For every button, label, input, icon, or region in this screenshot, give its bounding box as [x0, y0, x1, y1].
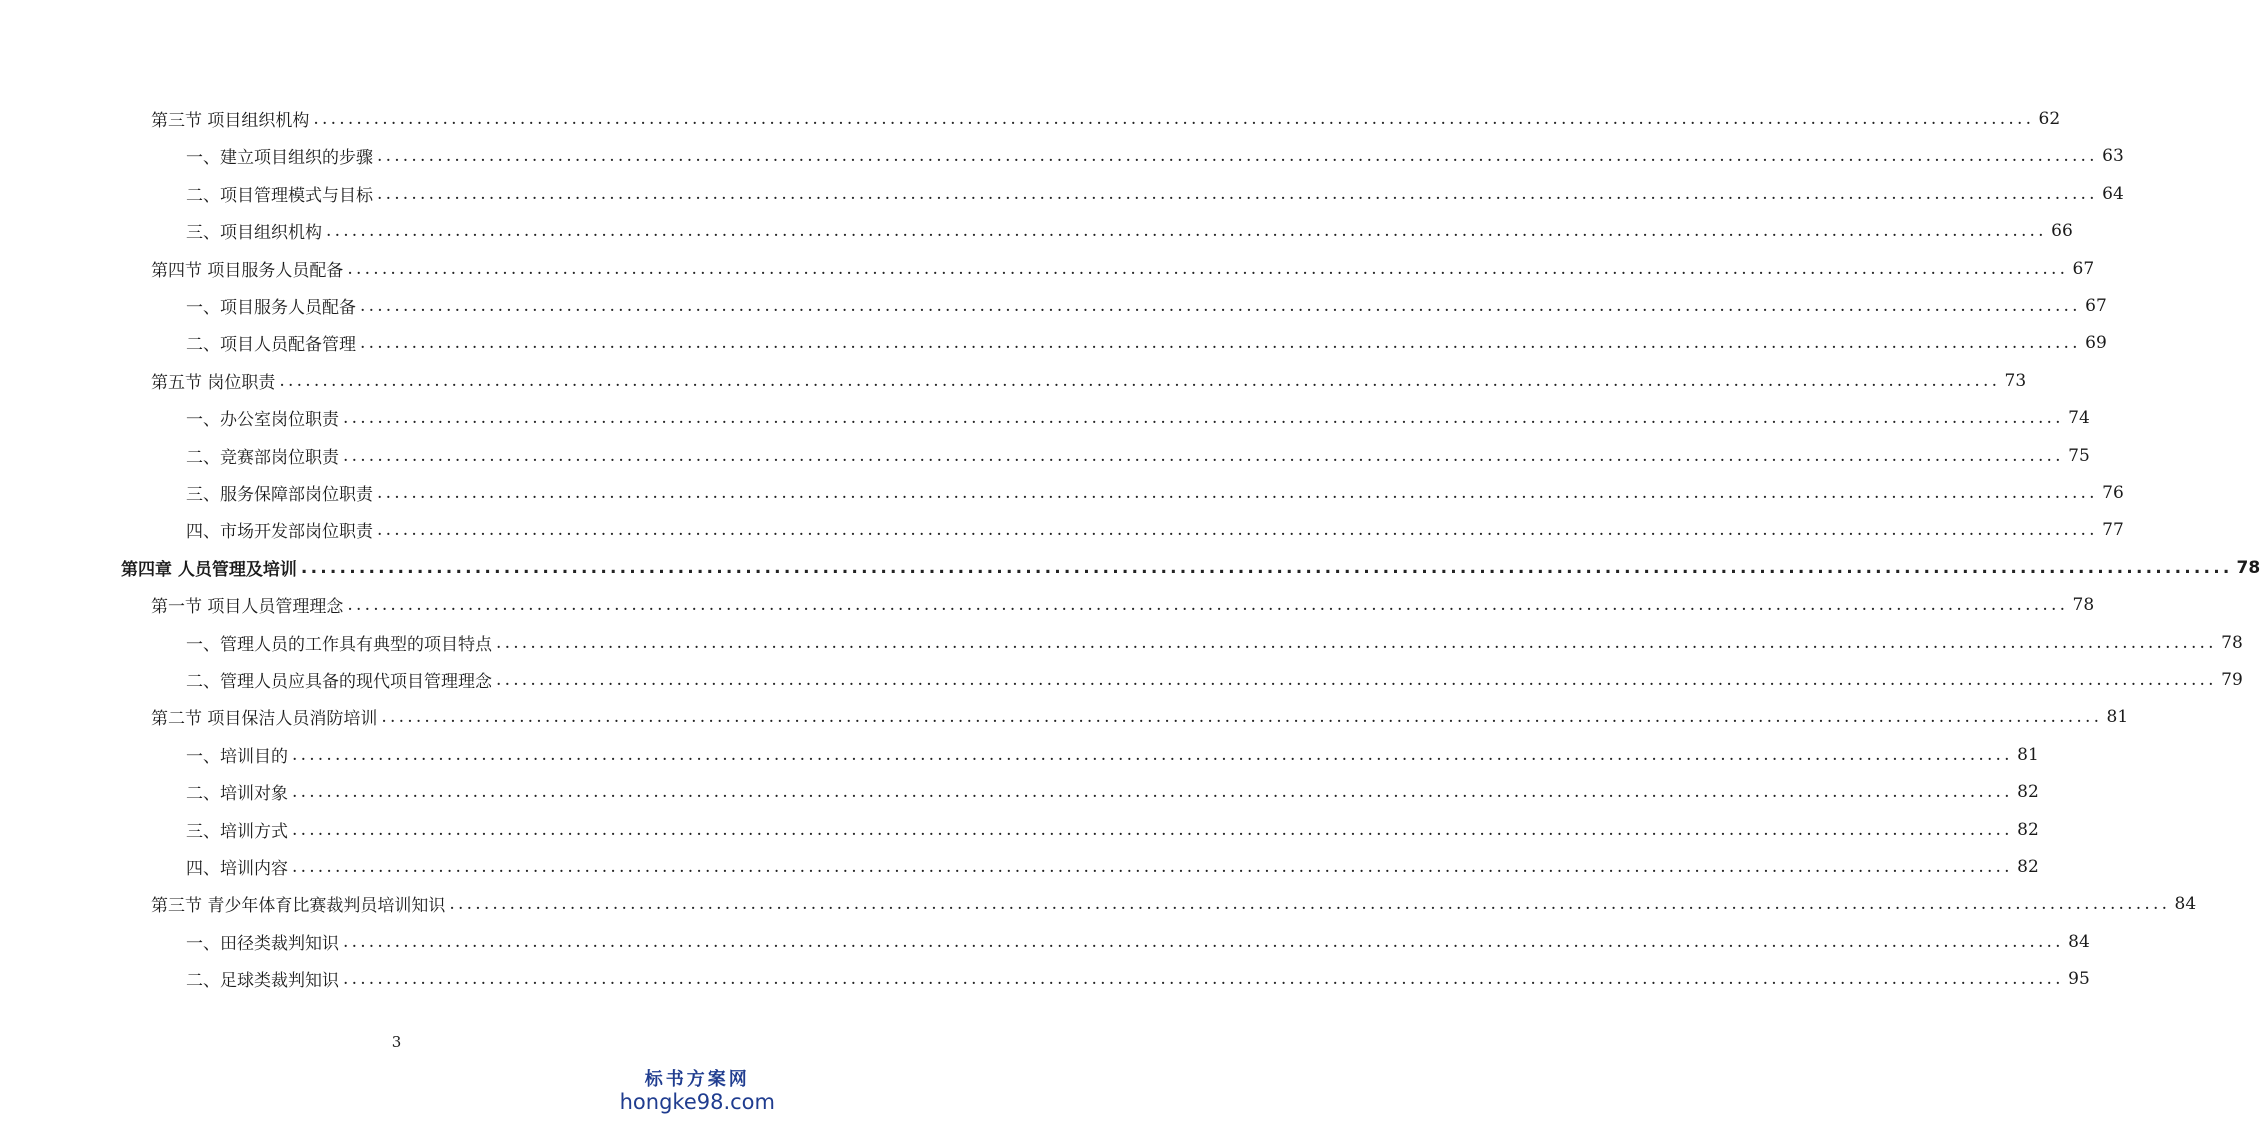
toc-dot-leader: ........................................................................................................................................................................................................ [377, 519, 2098, 540]
toc-dot-leader: ........................................................................................................................................................................................................ [496, 669, 2217, 690]
toc-entry-title: 第三节 项目组织机构 [151, 111, 310, 131]
toc-entry-title: 三、服务保障部岗位职责 [186, 485, 373, 505]
toc-entry[interactable] [186, 773, 2039, 810]
toc-entry-title: 二、竞赛部岗位职责 [186, 448, 339, 468]
toc-entry[interactable] [186, 437, 2090, 474]
toc-entry-title: 四、培训内容 [186, 859, 288, 879]
toc-entry-title: 三、项目组织机构 [186, 223, 322, 243]
toc-entry-title: 二、项目人员配备管理 [186, 335, 356, 355]
toc-entry[interactable] [186, 511, 2124, 548]
toc-entry-page: 78 [2072, 594, 2095, 615]
toc-entry-title: 第四章 人员管理及培训 [121, 560, 297, 580]
toc-entry-title: 一、建立项目组织的步骤 [186, 148, 373, 168]
toc-entry-page: 69 [2085, 332, 2107, 353]
toc-entry-title: 一、田径类裁判知识 [186, 934, 339, 954]
toc-dot-leader: ........................................................................................................................................................................................................ [343, 445, 2064, 466]
toc-entry-page: 81 [2106, 706, 2129, 727]
toc-entry-title: 二、培训对象 [186, 784, 288, 804]
toc-entry-page: 64 [2102, 183, 2124, 204]
toc-entry[interactable] [186, 848, 2039, 885]
toc-entry-page: 82 [2017, 856, 2039, 877]
toc-entry-title: 四、市场开发部岗位职责 [186, 522, 373, 542]
toc-entry-page: 81 [2017, 744, 2039, 765]
toc-entry-title: 二、项目管理模式与目标 [186, 186, 373, 206]
toc-dot-leader: ........................................................................................................................................................................................................ [377, 482, 2098, 503]
toc-dot-leader: ........................................................................................................................................................................................................ [347, 258, 2069, 279]
toc-entry[interactable] [186, 474, 2124, 511]
toc-entry-title: 第一节 项目人员管理理念 [151, 597, 344, 617]
toc-entry-page: 78 [2236, 557, 2260, 578]
toc-entry[interactable] [186, 624, 2243, 661]
toc-entry[interactable] [186, 811, 2039, 848]
toc-dot-leader: ........................................................................................................................................................................................................ [292, 744, 2013, 765]
watermark-url: hongke98.com [619, 1089, 775, 1114]
toc-entry[interactable] [151, 250, 2095, 287]
toc-entry[interactable] [186, 960, 2090, 997]
toc-entry-page: 76 [2102, 482, 2124, 503]
toc-entry[interactable] [186, 661, 2243, 698]
toc-entry-page: 74 [2068, 407, 2090, 428]
page-number: 3 [391, 1033, 402, 1051]
toc-entry[interactable] [151, 586, 2095, 623]
toc-entry-page: 67 [2072, 258, 2095, 279]
toc-dot-leader: ........................................................................................................................................................................................................ [292, 781, 2013, 802]
toc-dot-leader: ........................................................................................................................................................................................................ [360, 332, 2081, 353]
toc-entry-page: 75 [2068, 445, 2090, 466]
toc-dot-leader: ........................................................................................................................................................................................................ [292, 856, 2013, 877]
toc-entry-title: 二、管理人员应具备的现代项目管理理念 [186, 672, 492, 692]
toc-entry-title: 一、办公室岗位职责 [186, 410, 339, 430]
toc-entry[interactable] [186, 324, 2107, 361]
toc-dot-leader: ........................................................................................................................................................................................................ [377, 145, 2098, 166]
watermark [620, 1065, 775, 1114]
toc-entry-title: 第五节 岗位职责 [151, 373, 276, 393]
toc-dot-leader: ........................................................................................................................................................................................................ [381, 706, 2103, 727]
toc-dot-leader: ........................................................................................................................................................................................................ [449, 893, 2171, 914]
toc-entry[interactable] [186, 212, 2073, 249]
toc-entry-page: 95 [2068, 968, 2090, 989]
toc-dot-leader: ........................................................................................................................................................................................................ [279, 370, 2001, 391]
toc-entry-page: 62 [2038, 108, 2061, 129]
toc-entry[interactable] [186, 923, 2090, 960]
toc-entry-page: 67 [2085, 295, 2107, 316]
toc-dot-leader: ........................................................................................................................................................................................................ [377, 183, 2098, 204]
toc-entry-title: 三、培训方式 [186, 822, 288, 842]
toc-dot-leader: ........................................................................................................................................................................................................ [343, 931, 2064, 952]
toc-entry-page: 63 [2102, 145, 2124, 166]
toc-dot-leader: ........................................................................................................................................................................................................ [343, 407, 2064, 428]
toc-entry-title: 一、培训目的 [186, 747, 288, 767]
toc-entry-title: 一、项目服务人员配备 [186, 298, 356, 318]
toc-entry[interactable] [151, 362, 2027, 399]
toc-entry-page: 77 [2102, 519, 2124, 540]
toc-entry-page: 73 [2004, 370, 2027, 391]
toc-dot-leader: ........................................................................................................................................................................................................ [300, 557, 2233, 578]
toc-entry-title: 第三节 青少年体育比赛裁判员培训知识 [151, 896, 446, 916]
toc-entry[interactable] [186, 736, 2039, 773]
toc-entry-page: 79 [2221, 669, 2243, 690]
toc-entry[interactable] [186, 399, 2090, 436]
toc-entry-page: 84 [2174, 893, 2197, 914]
toc-entry-title: 第四节 项目服务人员配备 [151, 261, 344, 281]
toc-entry-title: 一、管理人员的工作具有典型的项目特点 [186, 635, 492, 655]
toc-dot-leader: ........................................................................................................................................................................................................ [313, 108, 2035, 129]
toc-entry[interactable] [186, 175, 2124, 212]
toc-entry[interactable] [151, 885, 2197, 922]
toc-dot-leader: ........................................................................................................................................................................................................ [347, 594, 2069, 615]
toc-entry-page: 78 [2221, 632, 2243, 653]
toc-dot-leader: ........................................................................................................................................................................................................ [292, 819, 2013, 840]
toc-entry-page: 66 [2051, 220, 2073, 241]
watermark-name: 标书方案网 [644, 1068, 750, 1090]
toc-entry-title: 二、足球类裁判知识 [186, 971, 339, 991]
toc-dot-leader: ........................................................................................................................................................................................................ [496, 632, 2217, 653]
toc-entry-page: 84 [2068, 931, 2090, 952]
toc-entry[interactable] [186, 287, 2107, 324]
toc-entry[interactable] [186, 137, 2124, 174]
toc-dot-leader: ........................................................................................................................................................................................................ [326, 220, 2047, 241]
toc-entry[interactable] [151, 698, 2129, 735]
toc-entry[interactable] [121, 549, 2260, 586]
toc-entry-page: 82 [2017, 781, 2039, 802]
toc-entry-page: 82 [2017, 819, 2039, 840]
toc-dot-leader: ........................................................................................................................................................................................................ [360, 295, 2081, 316]
toc-entry-title: 第二节 项目保洁人员消防培训 [151, 709, 378, 729]
toc-entry[interactable] [151, 100, 2061, 137]
toc-dot-leader: ........................................................................................................................................................................................................ [343, 968, 2064, 989]
